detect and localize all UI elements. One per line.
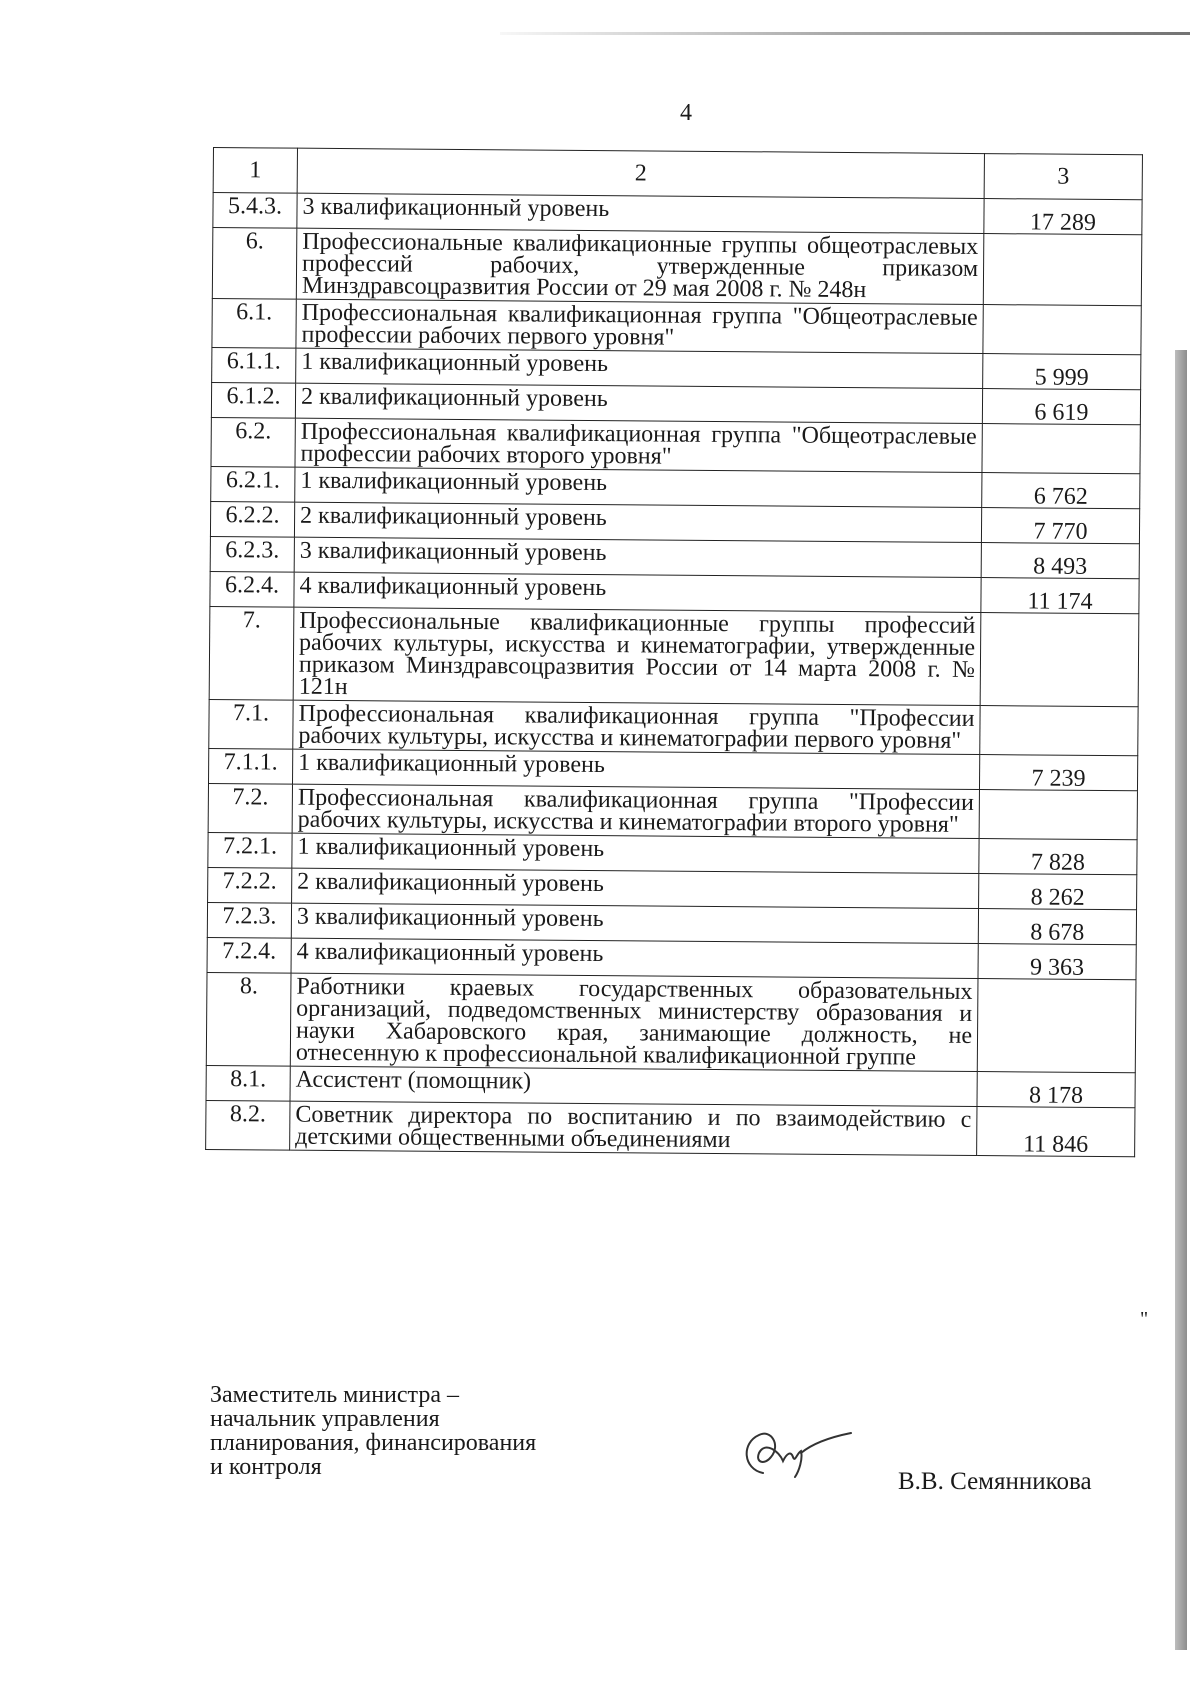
row-description: 1 квалификационный уровень [292,749,979,789]
table-header-row [213,148,1142,200]
row-number: 6.2.1. [211,466,295,502]
row-description: Советник директора по воспитанию и по взаимодействию с детскими общественными объединениями [290,1101,977,1155]
closing-quote: " [1140,1308,1149,1330]
row-salary-value [982,424,1140,474]
row-description: 1 квалификационный уровень [295,467,982,507]
row-number: 7. [209,606,294,700]
table-row [212,228,1142,306]
row-number: 8.2. [206,1100,290,1150]
row-salary-value [980,706,1138,756]
row-number: 7.1. [209,699,293,749]
row-salary-value: 11 846 [977,1107,1135,1157]
signatory-name: В.В. Семянникова [898,1468,1092,1495]
row-salary-value: 5 999 [983,354,1141,390]
signatory-title-line: планирования, финансирования [210,1430,537,1456]
row-description: 2 квалификационный уровень [295,383,982,423]
scan-edge-top [500,32,1190,35]
row-number: 6.2.4. [210,571,294,607]
page-number: 4 [680,100,692,126]
row-description: Профессиональная квалификационная группа "Общеотраслевые профессии рабочих первого уровня" [296,299,983,353]
header-col-3: 3 [984,154,1142,200]
row-salary-value: 8 178 [977,1072,1135,1108]
signatory-title-line: и контроля [210,1454,322,1480]
row-description: 3 квалификационный уровень [291,903,978,943]
row-description: 1 квалификационный уровень [296,348,983,388]
row-number: 6. [212,228,297,300]
salary-table [205,147,1143,1157]
row-salary-value: 8 493 [981,543,1139,579]
row-salary-value: 7 828 [979,839,1137,875]
row-number: 7.2.2. [208,867,292,903]
row-salary-value [980,613,1139,707]
row-salary-value: 11 174 [981,578,1139,614]
scan-edge-right [1175,350,1187,1650]
row-salary-value: 8 262 [979,874,1137,910]
row-salary-value [977,979,1136,1073]
row-salary-value: 6 762 [982,473,1140,509]
header-col-1: 1 [213,148,297,194]
handwritten-signature [735,1423,855,1483]
row-salary-value [983,234,1142,306]
row-number: 6.1.1. [212,347,296,383]
row-description: 2 квалификационный уровень [294,502,981,542]
signatory-title-line: Заместитель министра – [210,1382,459,1408]
table-row [211,417,1140,473]
row-description: 4 квалификационный уровень [294,572,981,612]
row-salary-value: 9 363 [978,944,1136,980]
row-number: 7.2.1. [208,832,292,868]
row-number: 7.2. [208,783,292,833]
signatory-title-line: начальник управления [210,1406,440,1432]
row-salary-value [979,790,1137,840]
row-salary-value: 17 289 [984,199,1142,235]
row-description: 3 квалификационный уровень [294,537,981,577]
row-description: Профессиональная квалификационная группа "Профессии рабочих культуры, искусства и кинематографии второго уровня" [292,784,979,838]
row-salary-value: 8 678 [978,909,1136,945]
row-description: 3 квалификационный уровень [297,193,984,233]
row-number: 8. [206,972,291,1066]
table-row [209,606,1139,706]
row-number: 5.4.3. [213,193,297,229]
table-row [206,972,1136,1072]
table-row [209,699,1138,755]
row-description: 4 квалификационный уровень [291,938,978,978]
row-description: 1 квалификационный уровень [292,833,979,873]
signatory-title [210,1383,536,1479]
row-description: Профессиональная квалификационная группа "Профессии рабочих культуры, искусства и кинематографии первого уровня" [293,700,980,754]
row-salary-value: 7 770 [981,508,1139,544]
row-description: Работники краевых государственных образовательных организаций, подведомственных министерству образования и науки Хабаровского края, занимающие должность, не отнесенную к профессиональной квалификационной группе [290,973,978,1071]
row-salary-value: 6 619 [982,389,1140,425]
row-description: Профессиональная квалификационная группа "Общеотраслевые профессии рабочих второго уровня" [295,418,982,472]
salary-table-body [206,148,1143,1157]
row-number: 8.1. [206,1065,290,1101]
row-salary-value [983,305,1141,355]
row-salary-value: 7 239 [979,755,1137,791]
row-number: 6.2.2. [210,501,294,537]
row-number: 6.1. [212,298,296,348]
row-number: 7.2.4. [207,937,291,973]
row-description: Профессиональные квалификационные группы профессий рабочих культуры, искусства и кинематографии, утвержденные приказом Минздравсоцразвития России от 14 марта 2008 г. № 121н [293,607,981,705]
table-row [212,298,1141,354]
row-description: 2 квалификационный уровень [292,868,979,908]
row-number: 7.1.1. [209,748,293,784]
table-row [206,1100,1135,1156]
row-number: 6.1.2. [211,382,295,418]
row-description: Профессиональные квалификационные группы общеотраслевых профессий рабочих, утвержденные приказом Минздравсоцразвития России от 29 мая 2008 г. № 248н [296,228,984,304]
table-row [208,783,1137,839]
row-number: 7.2.3. [207,902,291,938]
row-number: 6.2.3. [210,536,294,572]
row-number: 6.2. [211,417,295,467]
header-col-2: 2 [297,148,984,198]
row-description: Ассистент (помощник) [290,1066,977,1106]
